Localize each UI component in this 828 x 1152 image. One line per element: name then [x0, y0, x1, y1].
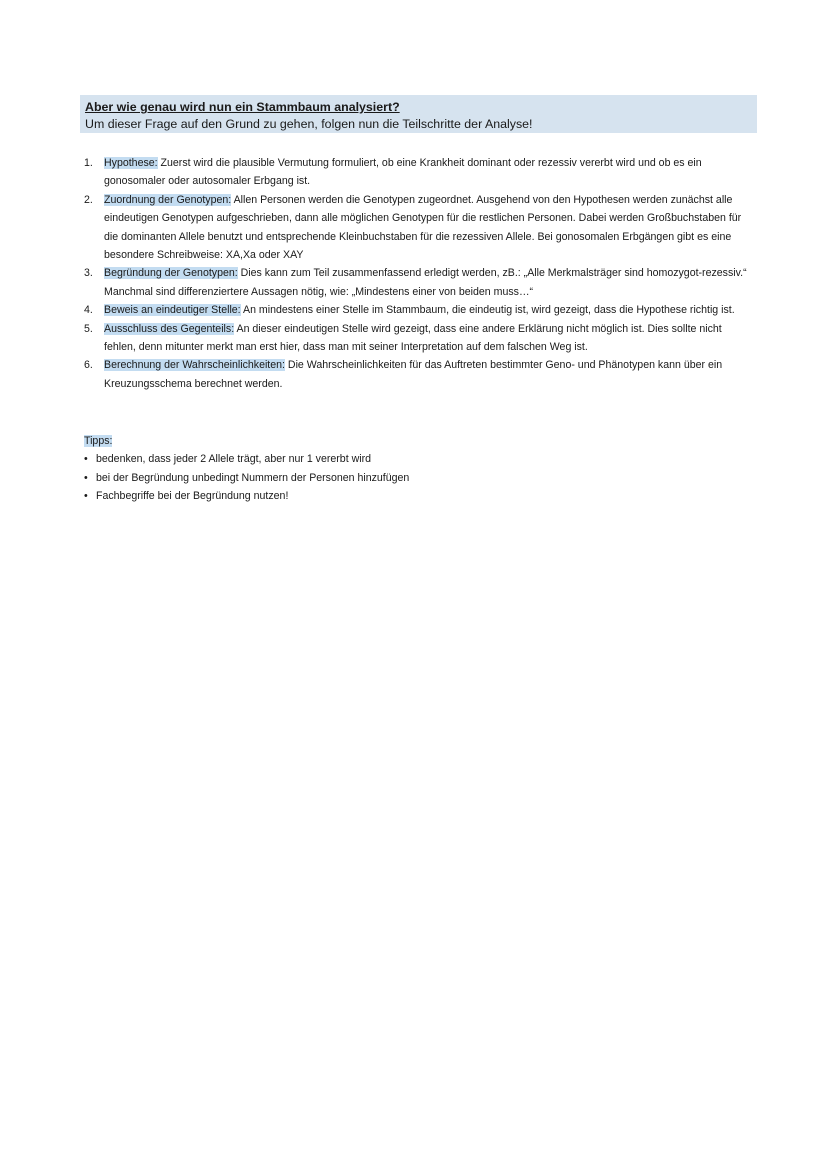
tips-section	[84, 432, 684, 506]
analysis-steps-list	[82, 154, 747, 393]
list-item	[84, 487, 684, 506]
tip-text: bei der Begründung unbedingt Nummern der Personen hinzufügen	[96, 471, 410, 484]
step-text: Dies kann zum Teil zusammenfassend erledigt werden, zB.: „Alle Merkmalsträger sind homozygot-rezessiv.“ Manchmal sind differenziertere Aussagen nötig, wie: „Mindestens einer von beiden muss…“	[104, 267, 747, 298]
list-item	[82, 301, 747, 319]
step-number: 6.	[84, 359, 93, 372]
step-label: Hypothese:	[104, 157, 158, 169]
step-label: Begründung der Genotypen:	[104, 267, 238, 280]
list-item	[82, 264, 747, 301]
page-title: Aber wie genau wird nun ein Stammbaum analysiert?	[85, 100, 400, 114]
list-item	[82, 191, 747, 265]
step-text: An dieser eindeutigen Stelle wird gezeigt, dass eine andere Erklärung nicht möglich ist. Dies sollte nicht fehlen, denn mitunter merkt man erst hier, dass man mit seiner Interpretation auf dem falschen Weg ist.	[104, 322, 722, 354]
bullet-icon: •	[84, 453, 88, 465]
tips-list	[84, 450, 684, 506]
list-item	[82, 154, 747, 191]
step-text: Zuerst wird die plausible Vermutung formuliert, ob eine Krankheit dominant oder rezessiv vererbt wird und ob es ein gonosomaler oder autosomaler Erbgang ist.	[104, 157, 702, 188]
step-number: 1.	[84, 157, 93, 169]
step-text: An mindestens einer Stelle im Stammbaum, die eindeutig ist, wird gezeigt, dass die Hypothese richtig ist.	[240, 304, 735, 317]
header-box	[80, 95, 757, 133]
step-label: Beweis an eindeutiger Stelle:	[104, 304, 241, 317]
step-label: Berechnung der Wahrscheinlichkeiten:	[104, 359, 285, 372]
step-number: 4.	[84, 304, 93, 317]
list-item	[84, 450, 684, 469]
step-number: 3.	[84, 267, 93, 280]
step-text: Die Wahrscheinlichkeiten für das Auftreten bestimmter Geno- und Phänotypen kann über ein Kreuzungsschema berechnet werden.	[104, 359, 723, 390]
list-item	[84, 469, 684, 488]
page-subtitle: Um dieser Frage auf den Grund zu gehen, folgen nun die Teilschritte der Analyse!	[85, 117, 533, 131]
bullet-icon: •	[84, 471, 88, 484]
tips-heading	[84, 432, 684, 450]
bullet-icon: •	[84, 490, 88, 503]
tip-text: Fachbegriffe bei der Begründung nutzen!	[96, 490, 289, 503]
step-label: Ausschluss des Gegenteils:	[104, 322, 235, 335]
step-number: 2.	[84, 193, 93, 206]
step-label: Zuordnung der Genotypen:	[104, 193, 232, 206]
list-item	[82, 320, 747, 357]
step-text: Allen Personen werden die Genotypen zugeordnet. Ausgehend von den Hypothesen werden zunächst alle eindeutigen Genotypen aufgeschrieben, dann alle möglichen Genotypen für die restlichen Personen. Dabei werden Großbuchstaben für die dominanten Allele benutzt und entsprechende Kleinbuchstaben für die rezessiven Allele. Bei gonosomalen Erbgängen gibt es eine besondere Schreibweise: XA,Xa oder XAY	[104, 193, 742, 262]
tip-text: bedenken, dass jeder 2 Allele trägt, aber nur 1 vererbt wird	[96, 453, 372, 465]
step-number: 5.	[84, 322, 93, 335]
list-item	[82, 356, 747, 393]
tips-heading-text: Tipps:	[84, 435, 113, 447]
